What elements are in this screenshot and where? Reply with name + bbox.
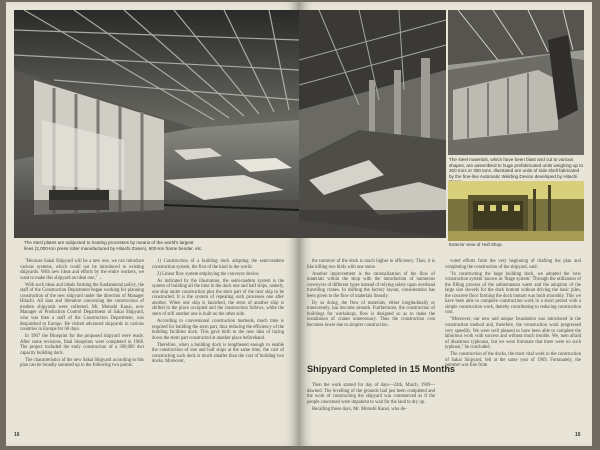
page-number-left: 16	[14, 432, 20, 438]
article-column-3-top	[307, 259, 435, 330]
article-column-4	[445, 259, 581, 370]
paragraph: According to conventional construction methods, much time is required for building the stern part, thus reducing the efficiency of the building facilities dock. This gave birth to the new idea of laying down the stern part constructed at another place beforehand.	[152, 318, 284, 341]
article-column-1	[20, 259, 144, 370]
paragraph: "In constructing the huge building dock, we adopted the 'new construction system' known as 'Stage system.' Through the utilization of the filling process of the subterranean water and the adoption of the large size shovels for the dock bottom without driving the basic piles, the concrete floor forming the dock bottom was built smoothly. This we have been able to complete construction work in a short period with a simple construction work, thereby contributing to reducing construction cost.	[445, 271, 581, 316]
steel-units-inset-photo	[448, 10, 584, 155]
page-number-right: 16	[575, 432, 581, 438]
paragraph: 2) Linear flow system employing the conveyor device.	[157, 271, 260, 277]
paragraph: By so doing, the flow of materials, either longitudinally or transversely, has become smooth. Furthermore, the construction of buildings for workshops, flow is designed so as to make the installation of cranes unnecessary. Thus the construction cost becomes lower due to simpler construction.	[307, 300, 435, 329]
paragraph: Recalling those days, Mr. Motoshi Kanai, who de-	[312, 406, 407, 412]
paragraph: the turnover of the dock is much higher in efficiency. Thus, it is like killing two birds with one stone.	[307, 259, 435, 270]
hull-shop-interior-photo-right	[299, 10, 446, 238]
hull-shop-interior-photo-left	[14, 10, 299, 238]
section-heading: Shipyard Completed in 15 Months	[307, 364, 456, 374]
article-column-3-bottom	[307, 383, 435, 414]
hull-shop-exterior-photo	[448, 181, 584, 241]
magazine-spread	[6, 2, 592, 448]
paragraph: 1) Construction of a building dock adopting the semi-tandem construction system, the first of the kind in the world.	[152, 259, 284, 270]
paragraph: As indicated by the illustration, the semi-tandem system is the system of building all the time in the dock one and half ships, namely, one ship under construction plus the stern part of the next ship to be constructed. It is the system of repeating such processes one after another. When one ship is launched, the stern of another ship is shifted to the place occupied and the construction follows, while the stern of still another one is built on the other side.	[152, 278, 284, 317]
left-page	[6, 2, 299, 446]
paragraph: Therefore, when a building dock is lengthened enough to enable the construction of one and half ships at the same time, the cost of constructing such dock is much smaller than the cost of building two docks. Moreover,	[152, 342, 284, 365]
paragraph: "Because Sakai Shipyard will be a new one, we can introduce various systems, which could not be introduced to existing shipyards. With new ideas and efforts by the entire workers, we want to make this shipyard an ideal one," ...	[20, 259, 144, 281]
main-photo-caption: The steel plates are subjected to heating processes by means of the world's largest lines (2,000-ton press roller manufactured by Hitachi Zosen), 600-ton frame bender, etc.	[24, 240, 203, 251]
paragraph: In 1967 the Blueprint for the proposed shipyard were ready. After some revisions, final blueprints were completed in 1968. The project included the early construction of a 300,000 dwt capacity building dock.	[20, 334, 144, 356]
article-column-2	[152, 259, 284, 366]
paragraph: The construction of the docks, the most vital work in the construction of Sakai Shipyard, fell at the same year of 1969. Fortunately, the summer was fine from	[445, 352, 581, 369]
inset-top-caption: The steel materials, which have been blast and cut to various shapes, are assembled to huge prefabricated units weighing up to 300 tons or 350 tons. Illustrated are units of side shell fabricated by the fine-line Automatic Welding Device developed by Hitachi	[449, 157, 584, 179]
paragraph: Then the work started for day of days—24th, March, 1969—dawned. The levelling of the grounds had just been completed and the work of constructing the shipyard was commenced as if the people concerned were impatient to wait for the land to dry up.	[307, 383, 435, 405]
paragraph: voted efforts from the very beginning of drafting the plan and completing the construction of the shipyard, said:	[445, 259, 581, 270]
paragraph: The characteristics of the new Sakai Shipyard according to this plan can be broadly summed up in the following two points:	[20, 357, 144, 369]
right-page	[299, 2, 592, 446]
paragraph: Another improvement is the rationalization of the flow of materials within the shop with the introduction of numerous conveyors of different types instead of relying solely upon overhead travelling cranes. In shifting the factory layout, consideration has been given to the flow of materials linearly.	[307, 271, 435, 299]
paragraph: With such ideas and ideals forming the fundamental policy, the staff of the Construction Department began working for planning construction of the new shipyard under the direction of Manager Hitachi. All data and literature concerning the construction of modern shipyards were collected. Mr. Motoshi Kanai, now Manager of Production Control Department of Sakai Shipyard, who was then a staff of the Construction Department, was despatched to Europe. He visited advanced shipyards in various countries in Europe for 60 days.	[20, 282, 144, 333]
paragraph: "Moreover, our new and unique foundation was introduced in the construction method and, therefore, the construction work progressed very speedily. We were well pleased to have been able to complete the laborious work with success and without much trouble. We, men afraid of disastrous typhoons, but we were fortunate that there were no such typhoon," he concluded.	[445, 317, 581, 351]
inset-bottom-caption: Exterior view of Hull Shop.	[449, 242, 503, 247]
